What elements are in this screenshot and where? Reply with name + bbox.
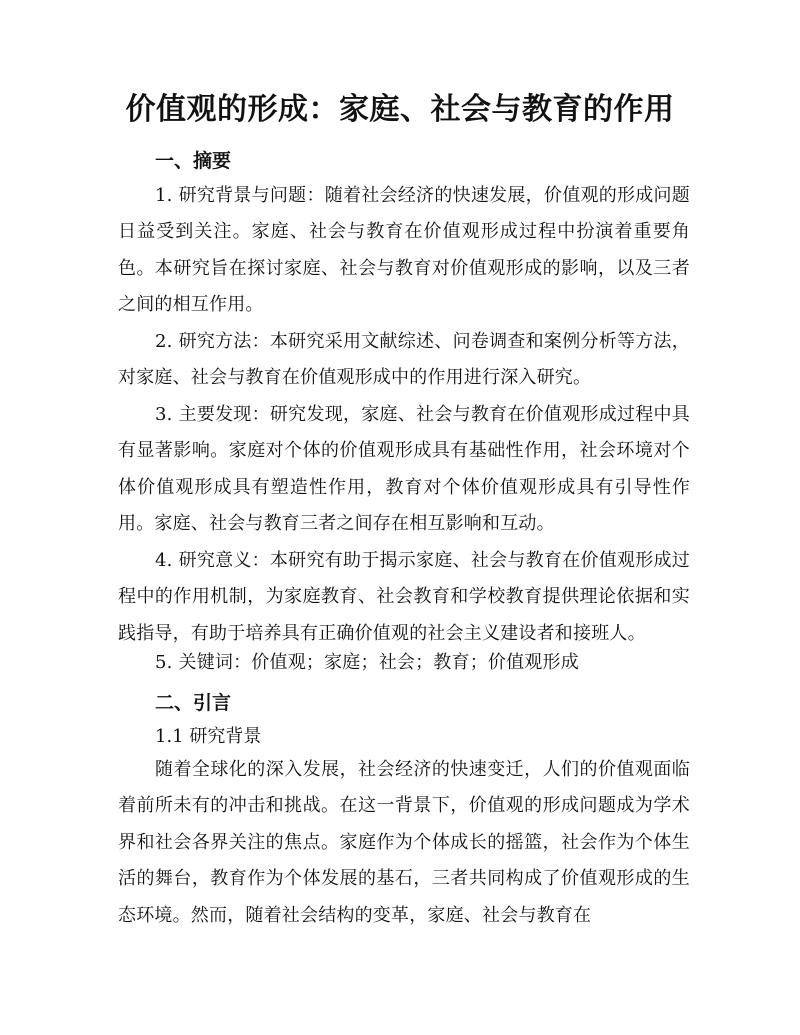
- intro-paragraph: 随着全球化的深入发展，社会经济的快速变迁，人们的价值观面临着前所未有的冲击和挑战。在这一背景下，价值观的形成问题成为学术界和社会各界关注的焦点。家庭作为个体成长的摇篮，社会作为个体生活的舞台，教育作为个体发展的基石，三者共同构成了价值观形成的生态环境。然而，随着社会结构的变革，家庭、社会与教育在: [118, 759, 690, 926]
- abstract-item-1: 1. 研究背景与问题：随着社会经济的快速发展，价值观的形成问题日益受到关注。家庭、社会与教育在价值观形成过程中扮演着重要角色。本研究旨在探讨家庭、社会与教育对价值观形成的影响，以及三者之间的相互作用。: [118, 185, 690, 316]
- section-heading-abstract: 一、摘要: [155, 150, 232, 172]
- document-title: 价值观的形成：家庭、社会与教育的作用: [125, 92, 675, 127]
- abstract-item-4: 4. 研究意义：本研究有助于揭示家庭、社会与教育在价值观形成过程中的作用机制，为家庭教育、社会教育和学校教育提供理论依据和实践指导，有助于培养具有正确价值观的社会主义建设者和接班人。: [118, 550, 690, 644]
- abstract-item-5: 5. 关键词：价值观；家庭；社会；教育；价值观形成: [155, 652, 579, 673]
- abstract-item-2: 2. 研究方法：本研究采用文献综述、问卷调查和案例分析等方法，对家庭、社会与教育在价值观形成中的作用进行深入研究。: [118, 331, 690, 389]
- section-heading-introduction: 二、引言: [155, 692, 232, 714]
- abstract-item-3: 3. 主要发现：研究发现，家庭、社会与教育在价值观形成过程中具有显著影响。家庭对个体的价值观形成具有基础性作用，社会环境对个体价值观形成具有塑造性作用，教育对个体价值观形成具有引导性作用。家庭、社会与教育三者之间存在相互影响和互动。: [118, 404, 690, 535]
- subsection-heading-background: 1.1 研究背景: [155, 726, 262, 747]
